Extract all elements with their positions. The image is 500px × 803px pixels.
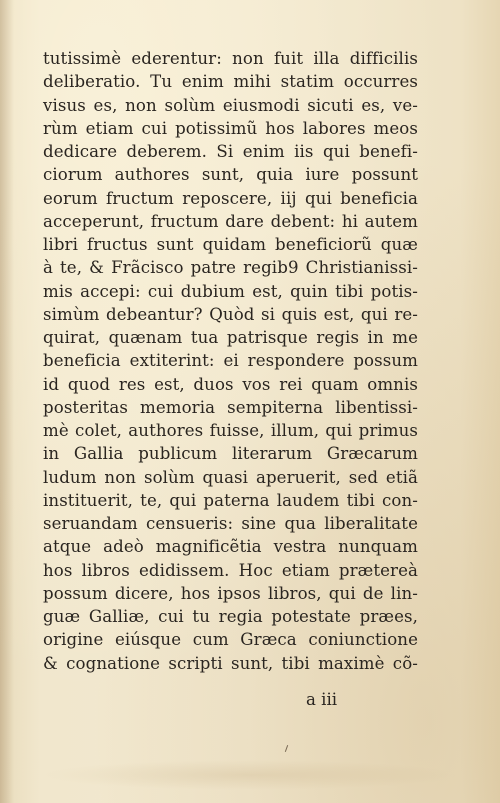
text-line: libri fructus sunt quidam beneficiorũ quæ [43, 235, 418, 254]
text-line: rùm etiam cui potissimũ hos labores meos [43, 118, 418, 138]
text-line: instituerit, te, qui paterna laudem tibi con- [43, 490, 418, 510]
ink-mark [285, 745, 288, 752]
text-line: hos libros edidissem. Hoc etiam prætereà [43, 560, 418, 580]
text-line: beneficia extiterint: ei respondere possum [43, 351, 418, 371]
text-line: id quod res est, duos vos rei quam omnis [43, 374, 418, 394]
text-line: ciorum authores sunt, quia iure possunt [43, 165, 418, 185]
text-line: quirat, quænam tua patrisque regis in me [43, 328, 418, 347]
signature-mark: a iii [306, 690, 338, 709]
text-line: visus es, non solùm eiusmodi sicuti es, ve- [43, 95, 418, 115]
text-line: seruandam censueris: sine qua liberalitate [43, 514, 418, 533]
text-line: mis accepi: cui dubium est, quin tibi potis- [43, 281, 418, 301]
body-text [43, 47, 418, 675]
text-line: à te, & Frãcisco patre regib9 Christianissi- [43, 258, 418, 278]
text-line: origine eiúsque cum Græca coniunctione [43, 630, 418, 650]
text-line: possum dicere, hos ipsos libros, qui de lin- [43, 583, 418, 603]
text-line: dedicare deberem. Si enim iis qui benefi- [43, 142, 418, 161]
text-line: atque adeò magnificẽtia vestra nunquam [43, 537, 418, 557]
paper-stain [40, 760, 460, 790]
text-line: simùm debeantur? Quòd si quis est, qui re- [43, 304, 418, 324]
text-line: posteritas memoria sempiterna libentissi- [43, 397, 418, 417]
text-line: acceperunt, fructum dare debent: hi autem [43, 211, 418, 231]
text-line: ludum non solùm quasi aperuerit, sed etiã [43, 467, 418, 487]
page-edge-shadow [0, 0, 14, 803]
text-line: eorum fructum reposcere, iij qui beneficia [43, 188, 418, 208]
text-line: in Gallia publicum literarum Græcarum [43, 444, 418, 464]
text-line: mè colet, authores fuisse, illum, qui primus [43, 421, 418, 440]
text-line: deliberatio. Tu enim mihi statim occurres [43, 72, 418, 92]
text-line: tutissimè ederentur: non fuit illa difficilis [43, 49, 418, 68]
text-line: & cognatione scripti sunt, tibi maximè cõ- [43, 653, 418, 673]
text-line: guæ Galliæ, cui tu regia potestate præes, [43, 607, 418, 626]
